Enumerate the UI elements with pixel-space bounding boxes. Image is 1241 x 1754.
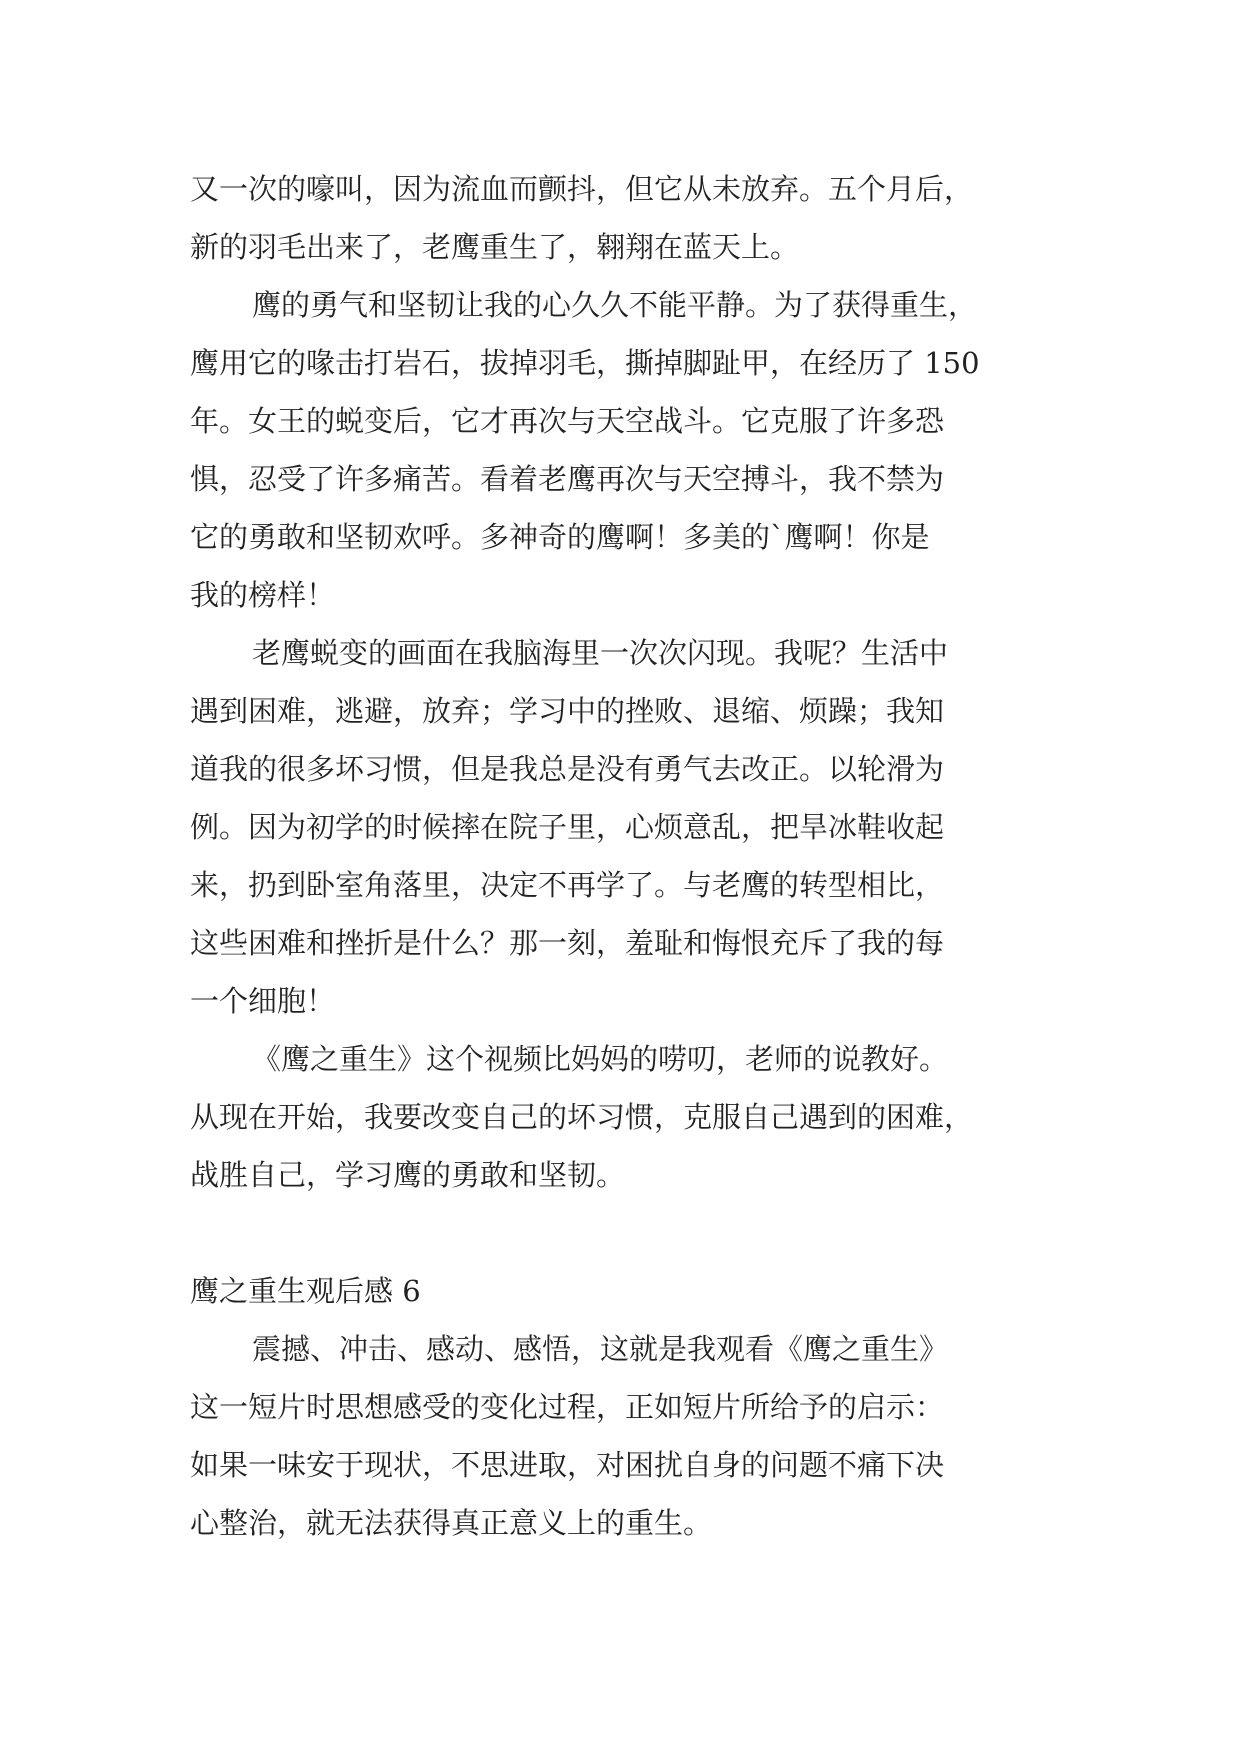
text-line: 老鹰蜕变的画面在我脑海里一次次闪现。我呢？生活中 — [252, 636, 949, 670]
paragraph-spacer — [190, 1204, 1090, 1262]
text-line: 又一次的嚎叫，因为流血而颤抖，但它从未放弃。五个月后， — [190, 172, 974, 206]
text-line: 一个细胞！ — [190, 984, 336, 1018]
text-line: 《鹰之重生》这个视频比妈妈的唠叨，老师的说教好。 — [252, 1042, 949, 1076]
paragraph-1 — [190, 160, 1090, 276]
text-line: 我的榜样！ — [190, 578, 336, 612]
text-line: 这些困难和挫折是什么？那一刻，羞耻和悔恨充斥了我的每 — [190, 926, 945, 960]
text-line: 从现在开始，我要改变自己的坏习惯，克服自己遇到的困难， — [190, 1100, 974, 1134]
text-line: 鹰的勇气和坚韧让我的心久久不能平静。为了获得重生， — [252, 288, 978, 322]
text-line: 这一短片时思想感受的变化过程，正如短片所给予的启示： — [190, 1390, 945, 1424]
text-line: 例。因为初学的时候摔在院子里，心烦意乱，把旱冰鞋收起 — [190, 810, 945, 844]
text-line: 来，扔到卧室角落里，决定不再学了。与老鹰的转型相比， — [190, 868, 945, 902]
text-line: 惧，忍受了许多痛苦。看着老鹰再次与天空搏斗，我不禁为 — [190, 462, 945, 496]
text-line: 新的羽毛出来了，老鹰重生了，翱翔在蓝天上。 — [190, 230, 800, 264]
text-line: 如果一味安于现状，不思进取，对困扰自身的问题不痛下决 — [190, 1448, 945, 1482]
paragraph-2 — [190, 276, 1090, 624]
text-line: 它的勇敢和坚韧欢呼。多神奇的鹰啊！多美的`鹰啊！你是 — [190, 520, 930, 554]
text-line: 年。女王的蜕变后，它才再次与天空战斗。它克服了许多恐 — [190, 404, 945, 438]
text-line: 震撼、冲击、感动、感悟，这就是我观看《鹰之重生》 — [252, 1332, 949, 1366]
text-line: 遇到困难，逃避，放弃；学习中的挫败、退缩、烦躁；我知 — [190, 694, 945, 728]
section-paragraph-1 — [190, 1320, 1090, 1552]
text-line: 道我的很多坏习惯，但是我总是没有勇气去改正。以轮滑为 — [190, 752, 945, 786]
paragraph-3 — [190, 624, 1090, 1030]
text-line: 战胜自己，学习鹰的勇敢和坚韧。 — [190, 1158, 626, 1192]
document-body — [190, 160, 1090, 1552]
text-line: 鹰用它的喙击打岩石，拔掉羽毛，撕掉脚趾甲，在经历了 150 — [190, 346, 980, 380]
paragraph-4 — [190, 1030, 1090, 1204]
section-title: 鹰之重生观后感 6 — [190, 1274, 421, 1308]
text-line: 心整治，就无法获得真正意义上的重生。 — [190, 1506, 713, 1540]
